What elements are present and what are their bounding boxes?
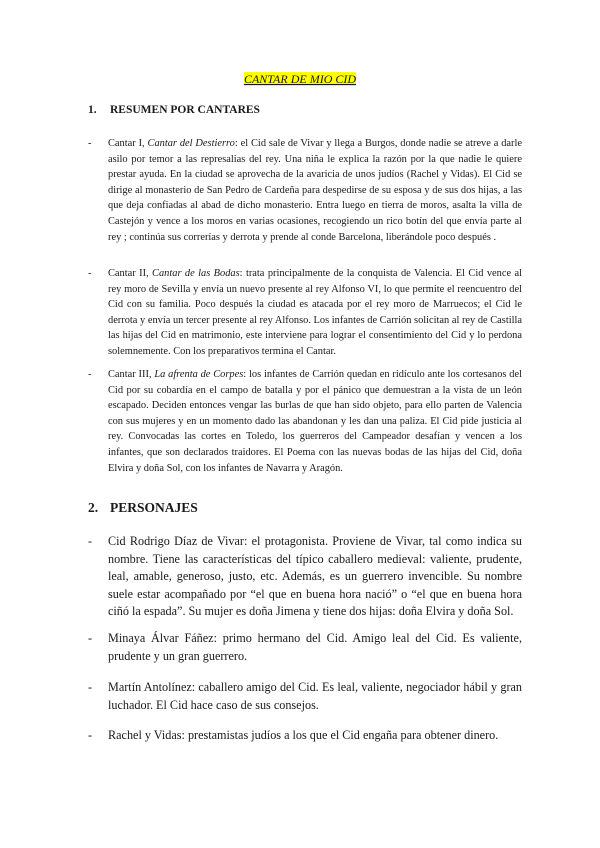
list-item-character-cid: - Cid Rodrigo Díaz de Vivar: el protagonista. Proviene de Vivar, tal como indica su nombre. Tiene las características del típico caballero medieval: valiente, prudente, leal, amable, generoso, justo, etc. Además, es un guerrero invencible. Su nombre suele estar acompañado por “el que en buena hora nació” o “el que en buena hora ciñó la espada”. Su mujer es doña Jimena y tiene dos hijas: doña Elvira y doña Sol. xyxy=(88,534,522,619)
list-item-character-rachel-vidas: - Rachel y Vidas: prestamistas judíos a los que el Cid engaña para obtener dinero. xyxy=(88,728,499,742)
list-item-cantar-2: - Cantar II, Cantar de las Bodas: trata principalmente de la conquista de Valencia. El Cid vence al rey moro de Sevilla y envía un nuevo presente al rey Alfonso VI, lo que permite el reencuentro del Cid con su familia. Poco después la ciudad es atacada por el rey moro de Marruecos; el Cid le derrota y envía un tercer presente al rey Alfonso. Los infantes de Carrión solicitan al rey de Castilla las hijas del Cid en matrimonio, este interviene para lograr el consentimiento del Cid y lo perdona solemnemente. Con los preparativos termina el Cantar. xyxy=(88,268,522,357)
list-item-cantar-1: - Cantar I, Cantar del Destierro: el Cid sale de Vivar y llega a Burgos, donde nadie se atreve a darle asilo por temor a las represalias del rey. Una niña le explica la razón por la que nadie le quiere prestar ayuda. En la ciudad se aprovecha de la avaricia de unos judíos (Rachel y Vidas). El Cid se dirige al monasterio de San Pedro de Cardeña para despedirse de su esposa y de sus dos hijas, a las que deja confiadas al abad de dicho monasterio. Entra luego en tierra de moros, asalta la villa de Castejón y vence a los moros en varias ocasiones, recogiendo un rico botín del que envía parte al rey ; continúa sus correrías y derrota y prende al conde Barcelona, liberándole poco después . xyxy=(88,138,522,243)
list-item-cantar-3: - Cantar III, La afrenta de Corpes: los infantes de Carrión quedan en ridículo ante los cortesanos del Cid por su cobardía en el campo de batalla y por el pánico que demuestran a la vista de un león escapado. Deciden entonces vengar las burlas de que han sido objeto, para ello parten de Valencia con sus mujeres y en un momento dado las abandonan y les dan una paliza. El Cid pide justicia al rey. Convocadas las cortes en Toledo, los guerreros del Campeador desafían y vencen a los infantes, que son declarados traidores. El Poema con las nuevas bodas de las hijas del Cid, doña Elvira y doña Sol, con los infantes de Navarra y Aragón. xyxy=(88,369,522,474)
list-item-character-martin: - Martín Antolínez: caballero amigo del Cid. Es leal, valiente, negociador hábil y gran luchador. El Cid hace caso de sus consejos. xyxy=(88,680,522,712)
section-heading-resumen: 1. RESUMEN POR CANTARES xyxy=(88,104,260,116)
section-heading-personajes: 2. PERSONAJES xyxy=(88,500,198,515)
list-item-character-minaya: - Minaya Álvar Fáñez: primo hermano del Cid. Amigo leal del Cid. Es valiente, prudente y un gran guerrero. xyxy=(88,631,522,663)
document-title: CANTAR DE MIO CID xyxy=(243,72,357,86)
